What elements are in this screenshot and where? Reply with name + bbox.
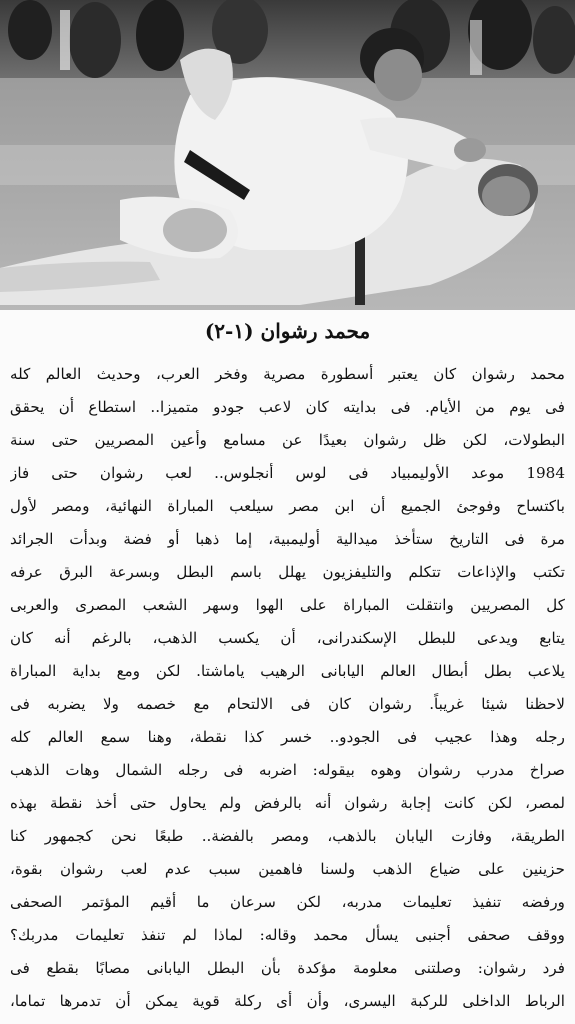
article-body: [10, 358, 565, 1018]
text-line: الطريقة، وفازت اليابان بالذهب، ومصر بالفضة.. طبعًا نحن كجمهور كنا: [10, 827, 565, 845]
text-line: ورفضه تنفيذ تعليمات مدربه، لكن سرعان ما أقيم المؤتمر الصحفى: [10, 893, 565, 911]
text-line: مرة فى التاريخ ستأخذ ميدالية أوليمبية، إما ذهبا أو فضة وبدأت الجرائد: [10, 530, 565, 548]
text-line: يتابع ويدعى للبطل الإسكندرانى، أن يكسب الذهب، بالرغم أنه كان: [10, 629, 565, 647]
text-line: يلاعب بطل أبطال العالم اليابانى الرهيب ياماشتا. لكن ومع بداية المباراة: [10, 662, 565, 680]
article-title: محمد رشوان (١-٢): [204, 319, 371, 343]
text-line: تكتب والإذاعات تتكلم والتليفزيون يهلل باسم البطل وبسرعة البرق عرفه: [10, 563, 565, 581]
text-line: صراخ مدرب رشوان وهوه بيقوله: اضربه فى رجله الشمال وهات الذهب: [10, 761, 565, 779]
text-line: حزينين على ضياع الذهب ولسنا فاهمين سبب عدم لعب رشوان بقوة،: [10, 860, 565, 878]
judo-match-photo: [0, 0, 575, 310]
text-line: باكتساح وفوجئ الجميع أن ابن مصر سيلعب المباراة النهائية، ومصر لأول: [10, 497, 565, 515]
text-line: الرباط الداخلى للركبة اليسرى، وأن أى ركلة قوية يمكن أن تدمرها تماما،: [10, 992, 565, 1010]
text-line: محمد رشوان كان يعتبر أسطورة مصرية وفخر العرب، وحديث العالم كله: [10, 365, 565, 383]
text-line: البطولات، لكن ظل رشوان بعيدًا عن مسامع وأعين المصريين حتى سنة: [10, 431, 565, 449]
text-line: فرد رشوان: وصلتنى معلومة مؤكدة بأن البطل اليابانى مصابًا بقطع فى: [10, 959, 565, 977]
text-line: فى يوم من الأيام. فى بدايته كان لاعب جودو متميزا.. استطاع أن يحقق: [10, 398, 565, 416]
text-line: 1984 موعد الأوليمبياد فى لوس أنجلوس.. لعب رشوان حتى فاز: [10, 464, 565, 482]
text-line: لاحظنا شيئا غريباً. رشوان كان فى الالتحام مع خصمه ولا يضربه فى: [10, 695, 565, 713]
judo-photo-illustration: [0, 0, 575, 310]
text-line: ووقف صحفى أجنبى يسأل محمد وقاله: لماذا لم تنفذ تعليمات مدربك؟: [10, 926, 565, 944]
text-line: رجله وهذا عجيب فى الجودو.. خسر كذا نقطة، وهنا سمع العالم كله: [10, 728, 565, 746]
article-page: [0, 310, 575, 1024]
text-line: كل المصريين وانتقلت المباراة على الهوا وسهر الشعب المصرى والعربى: [10, 596, 565, 614]
text-line: لمصر، لكن كانت إجابة رشوان أنه بالرفض ولم يحاول حتى أخذ نقطة بهذه: [10, 794, 565, 812]
